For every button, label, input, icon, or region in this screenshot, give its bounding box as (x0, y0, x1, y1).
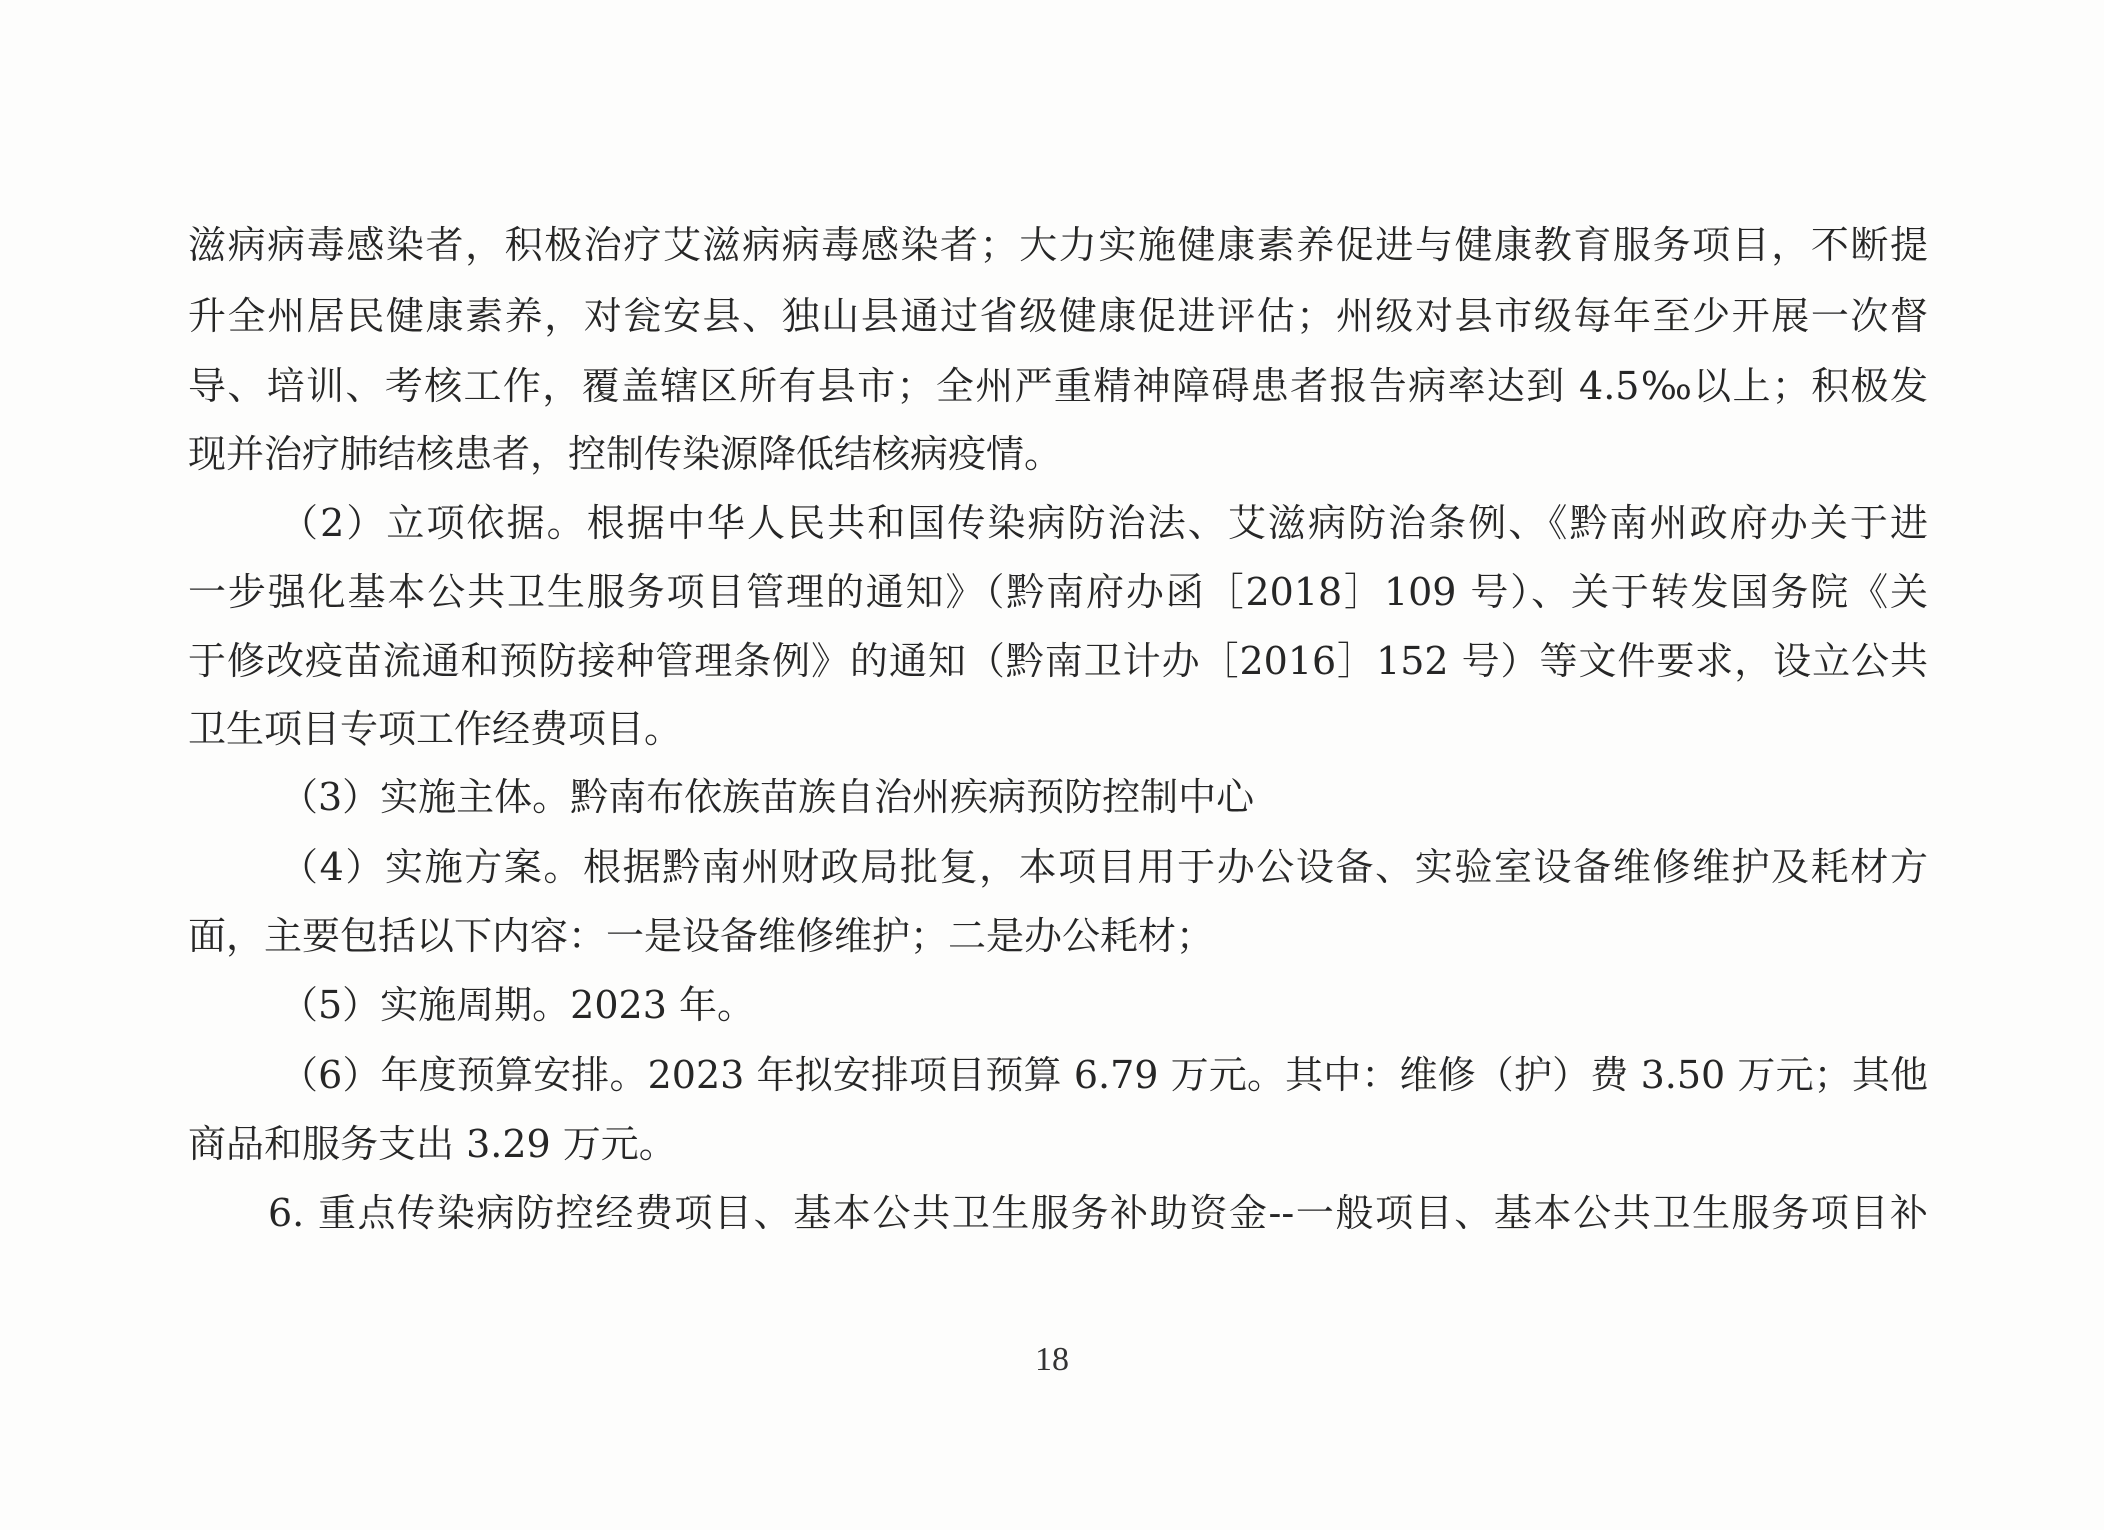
text-line: 卫生项目专项工作经费项目。 (188, 707, 683, 751)
paragraph-first-line: 6. 重点传染病防控经费项目、基本公共卫生服务补助资金--一般项目、基本公共卫生服务项目补 (268, 1191, 1928, 1235)
text-line: 于修改疫苗流通和预防接种管理条例》的通知（黔南卫计办［2016］152 号）等文件要求，设立公共 (188, 639, 1928, 683)
paragraph-first-line: （2）立项依据。根据中华人民共和国传染病防治法、艾滋病防治条例、《黔南州政府办关于进 (280, 501, 1928, 545)
text-line: 导、培训、考核工作，覆盖辖区所有县市；全州严重精神障碍患者报告病率达到 4.5‰以上；积极发 (188, 364, 1928, 408)
text-line: 现并治疗肺结核患者，控制传染源降低结核病疫情。 (188, 432, 1063, 476)
text-line: 滋病病毒感染者，积极治疗艾滋病病毒感染者；大力实施健康素养促进与健康教育服务项目，不断提 (188, 223, 1928, 267)
paragraph-first-line: （6）年度预算安排。2023 年拟安排项目预算 6.79 万元。其中：维修（护）费 3.50 万元；其他 (280, 1053, 1928, 1097)
paragraph-first-line: （5）实施周期。2023 年。 (280, 983, 755, 1027)
page-number: 18 (1035, 1341, 1069, 1378)
paragraph-first-line: （3）实施主体。黔南布依族苗族自治州疾病预防控制中心 (280, 775, 1255, 819)
text-line: 升全州居民健康素养，对瓮安县、独山县通过省级健康促进评估；州级对县市级每年至少开展一次督 (188, 294, 1928, 338)
text-line: 商品和服务支出 3.29 万元。 (188, 1122, 677, 1166)
paragraph-first-line: （4）实施方案。根据黔南州财政局批复，本项目用于办公设备、实验室设备维修维护及耗材方 (280, 845, 1928, 889)
text-line: 一步强化基本公共卫生服务项目管理的通知》（黔南府办函［2018］109 号）、关于转发国务院《关 (188, 570, 1928, 614)
text-line: 面，主要包括以下内容：一是设备维修维护；二是办公耗材； (188, 914, 1215, 958)
